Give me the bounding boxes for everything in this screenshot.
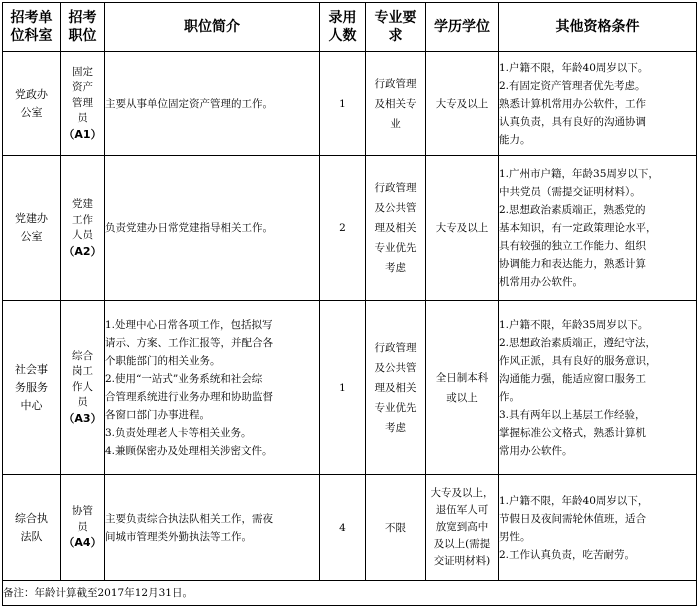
table-row (3, 475, 697, 581)
position-cell: 党建 工作 人员 （A2） (61, 156, 105, 301)
header-description: 职位简介 (105, 3, 320, 52)
header-position: 招考 职位 (61, 3, 105, 52)
description-cell: 负责党建办日常党建指导相关工作。 (105, 156, 320, 301)
count-cell: 2 (320, 156, 366, 301)
dept-cell: 综合执 法队 (3, 475, 61, 581)
header-dept: 招考单 位科室 (3, 3, 61, 52)
header-row (3, 3, 697, 52)
recruitment-table-container (2, 2, 696, 606)
count-cell: 1 (320, 301, 366, 475)
table-row (3, 301, 697, 475)
education-cell: 大专及以上 (426, 156, 499, 301)
description-cell: 1.处理中心日常各项工作，包括拟写 请示、方案、工作汇报等，并配合各 个职能部门的相关业务。 2.使用“一站式”业务系统和社会综 合管理系统进行业务办理和协助监督 各窗口部门办事进程。 3.负责处理老人卡等相关业务。 4.兼顾保密办及处理相关涉密文件。 (105, 301, 320, 475)
header-education: 学历学位 (426, 3, 499, 52)
major-cell: 行政管理 及公共管 理及相关 专业优先 考虑 (366, 301, 426, 475)
education-cell: 大专及以上 (426, 52, 499, 156)
position-cell: 固定 资产 管理 员 （A1） (61, 52, 105, 156)
position-code: （A2） (63, 244, 102, 258)
table-row (3, 156, 697, 301)
table-row (3, 52, 697, 156)
dept-cell: 社会事 务服务 中心 (3, 301, 61, 475)
position-cell: 协管 员 （A4） (61, 475, 105, 581)
note-row (3, 581, 697, 606)
position-code: （A3） (63, 411, 102, 425)
other-requirements-cell: 1.户籍不限，年龄35周岁以下。 2.思想政治素质端正，遵纪守法， 作风正派，具有良好的服务意识， 沟通能力强，能适应窗口服务工 作。 3.具有两年以上基层工作经验， 掌握标准公文格式，熟悉计算机 常用办公软件。 (499, 301, 697, 475)
position-code: （A1） (63, 127, 102, 141)
dept-cell: 党建办 公室 (3, 156, 61, 301)
position-code: （A4） (63, 536, 102, 550)
other-requirements-cell: 1.户籍不限，年龄40周岁以下， 节假日及夜间需轮休值班，适合 男性。 2.工作认真负责，吃苦耐劳。 (499, 475, 697, 581)
description-cell: 主要负责综合执法队相关工作，需夜 间城市管理类外勤执法等工作。 (105, 475, 320, 581)
dept-cell: 党政办 公室 (3, 52, 61, 156)
major-cell: 行政管理 及公共管 理及相关 专业优先 考虑 (366, 156, 426, 301)
recruitment-table (2, 2, 697, 606)
header-other: 其他资格条件 (499, 3, 697, 52)
education-cell: 全日制本科 或以上 (426, 301, 499, 475)
position-cell: 综合 岗工 作人 员 （A3） (61, 301, 105, 475)
major-cell: 不限 (366, 475, 426, 581)
note-text: 备注：年龄计算截至2017年12月31日。 (3, 581, 697, 606)
other-requirements-cell: 1.户籍不限，年龄40周岁以下。 2.有固定资产管理者优先考虑。 熟悉计算机常用办公软件，工作 认真负责，具有良好的沟通协调 能力。 (499, 52, 697, 156)
header-count: 录用 人数 (320, 3, 366, 52)
other-requirements-cell: 1.广州市户籍，年龄35周岁以下， 中共党员（需提交证明材料）。 2.思想政治素质端正，熟悉党的 基本知识，有一定政策理论水平， 具有较强的独立工作能力、组织 协调能力和表达能力，熟悉计算 机常用办公软件。 (499, 156, 697, 301)
count-cell: 1 (320, 52, 366, 156)
major-cell: 行政管理 及相关专 业 (366, 52, 426, 156)
education-cell: 大专及以上， 退伍军人可 放宽到高中 及以上(需提 交证明材料) (426, 475, 499, 581)
description-cell: 主要从事单位固定资产管理的工作。 (105, 52, 320, 156)
count-cell: 4 (320, 475, 366, 581)
header-major: 专业要 求 (366, 3, 426, 52)
